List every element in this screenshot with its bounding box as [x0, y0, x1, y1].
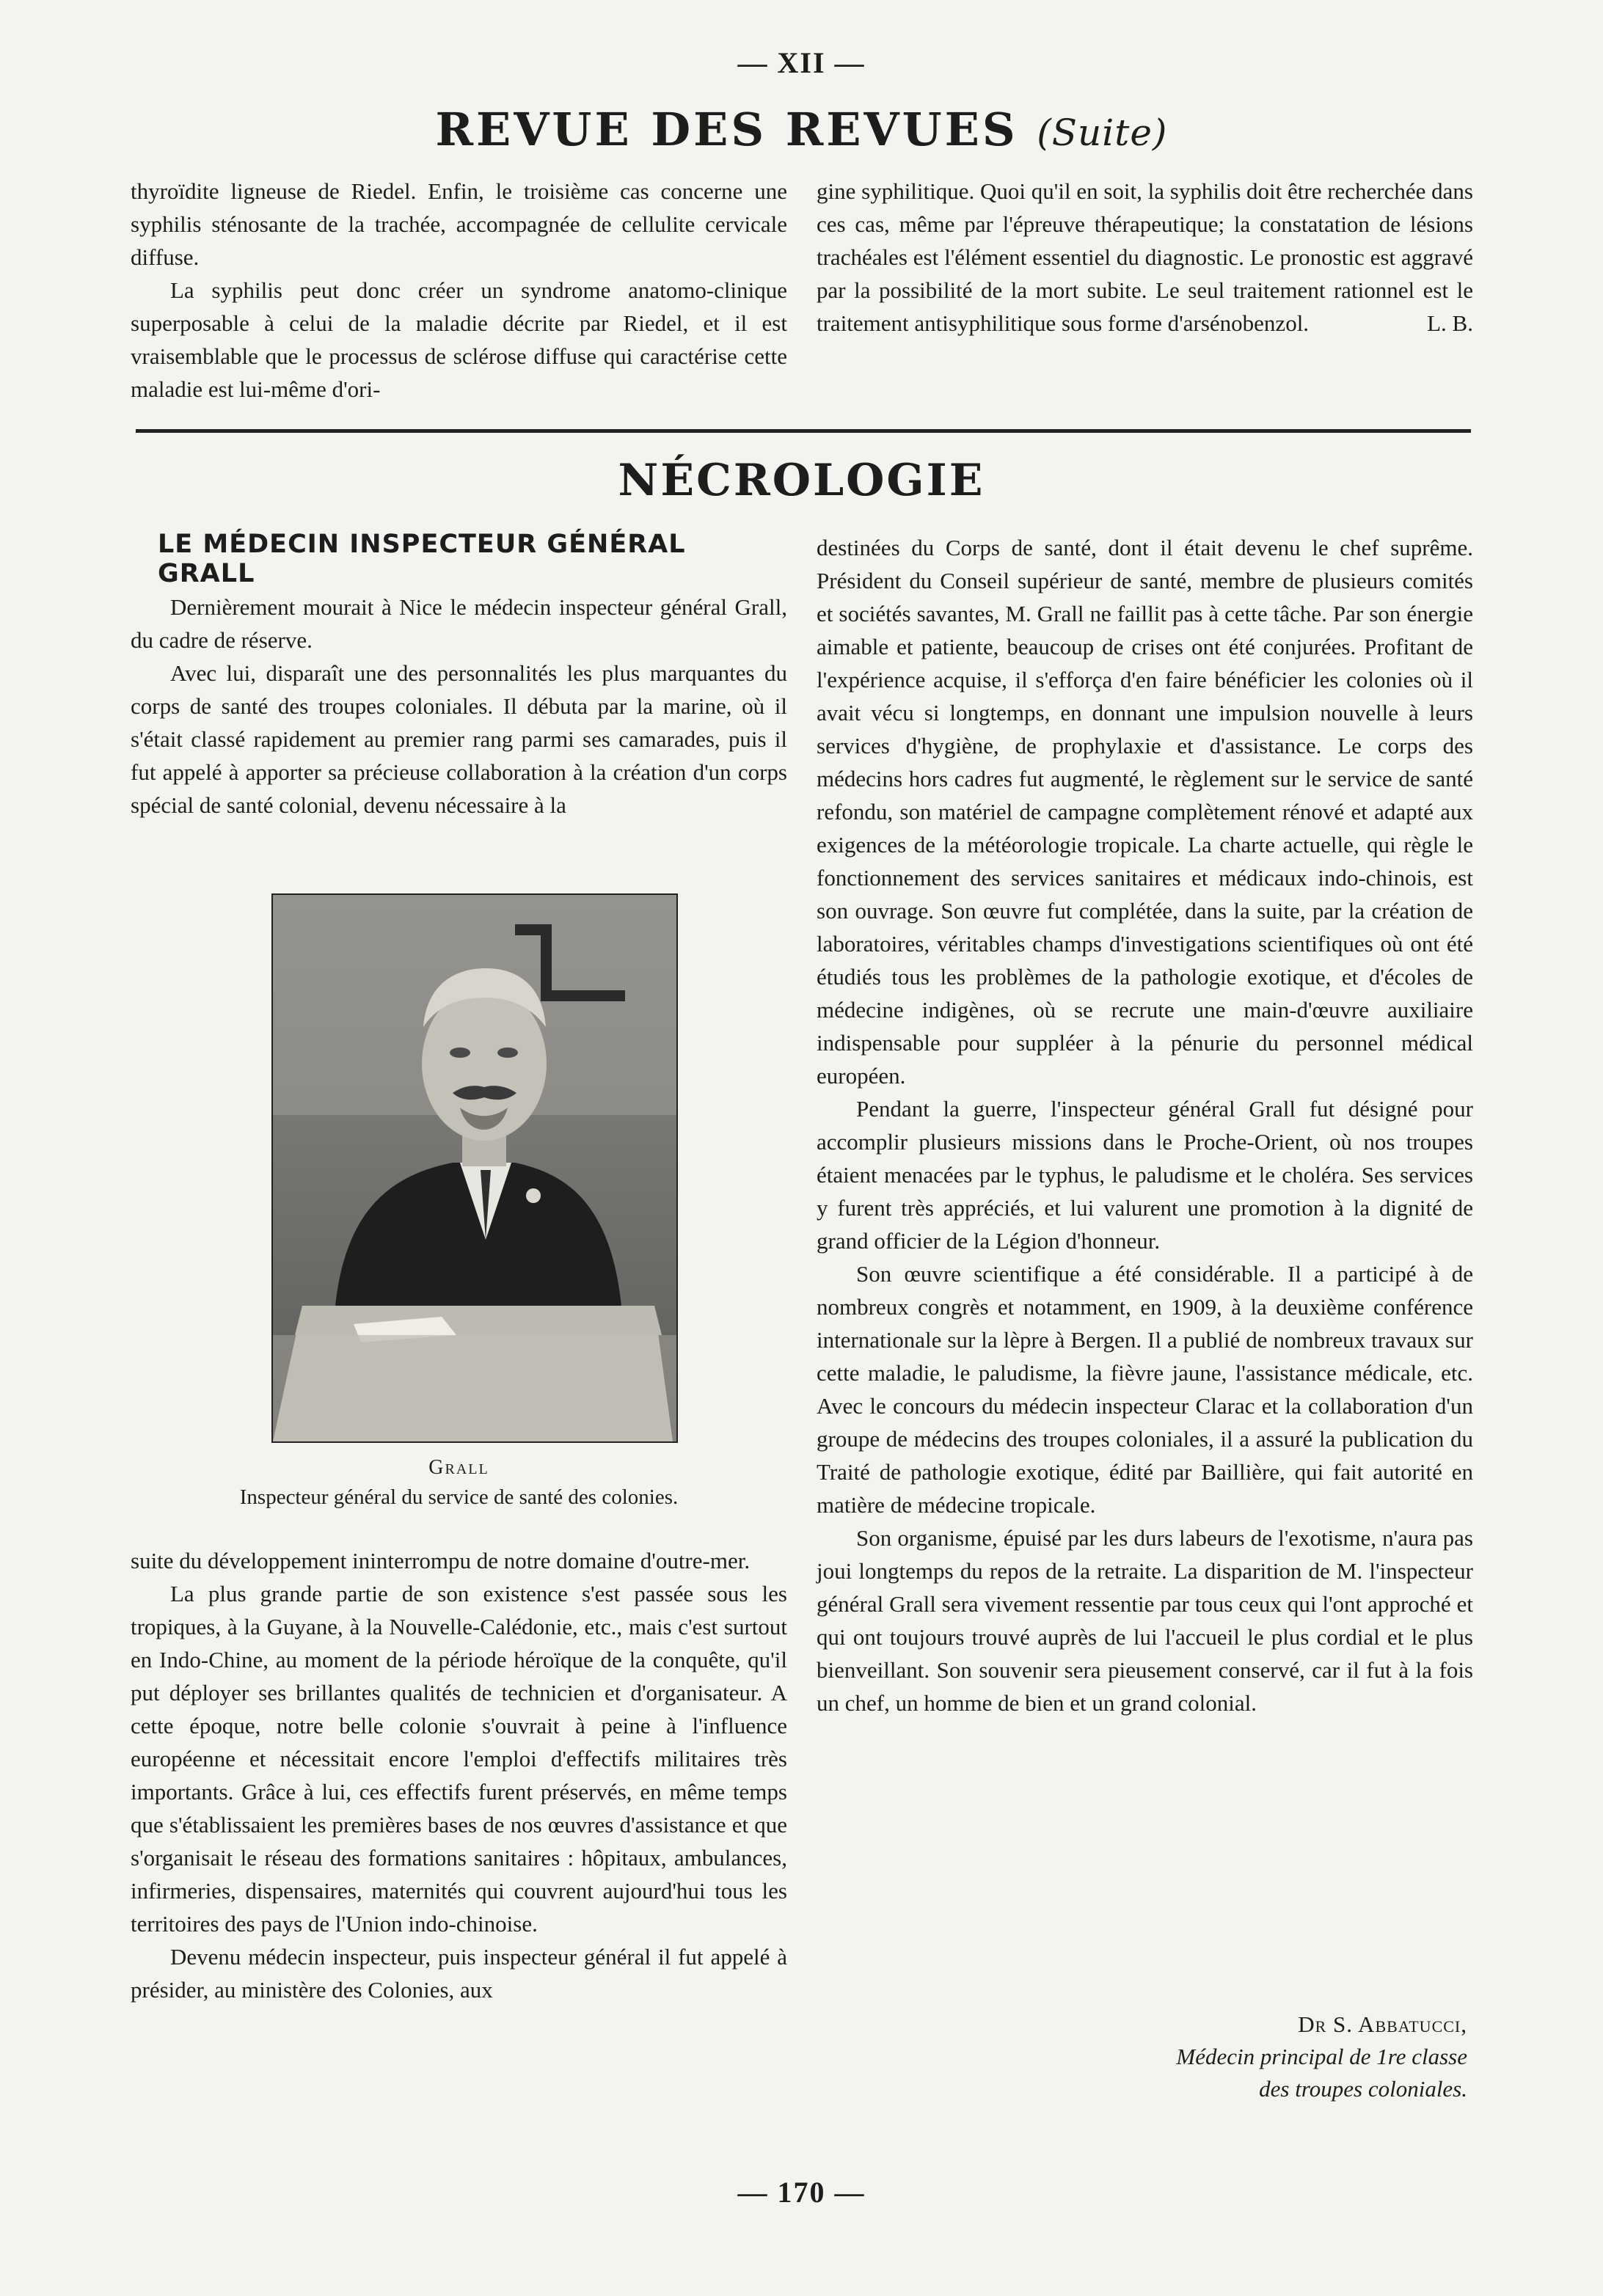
revue-paragraph — [817, 175, 1473, 340]
author-unit: des troupes coloniales. — [1259, 2076, 1467, 2102]
article-title: LE MÉDECIN INSPECTEUR GÉNÉRAL GRALL — [158, 530, 686, 588]
article-paragraph: destinées du Corps de santé, dont il était devenu le chef suprême. Président du Conseil supérieur de santé, membre de plusieurs comités et sociétés savantes, M. Grall ne faillit pas à cette tâche. Par son énergie aimable et patiente, beaucoup de crises ont été conjurées. Profitant de l'expérience acquise, il s'efforça d'en faire bénéficier les colonies où il avait vécu si longtemps, en donnant une impulsion nouvelle à leurs services d'hygiène, de prophylaxie et d'assistance. Le corps des médecins hors cadres fut augmenté, le règlement sur le service de santé refondu, son matériel de campagne complètement rénové et adapté aux exigences de la météorologie tropicale. La charte actuelle, qui règle le fonctionnement des services sanitaires et médicaux indo-chinois, est son ouvrage. Son œuvre fut complétée, dans la suite, par la création de laboratoires, véritables champs d'investigations scientifiques où ont été étudiés tous les problèmes de la pathologie exotique, et d'écoles de médecine indigènes, où se recrute une main-d'œuvre auxiliaire indispensable pour suppléer à la pénurie du personnel médical européen. — [817, 535, 1473, 1089]
article-paragraph: La plus grande partie de son existence s'est passée sous les tropiques, à la Guyane, à la Nouvelle-Calédonie, etc., mais c'est surtout en Indo-Chine, au moment de la période héroïque de la conquête, qu'il put déployer ses brillantes qualités de technicien et d'organisateur. A cette époque, notre belle colonie s'ouvrait à peine à l'influence européenne et nécessitait encore l'emploi d'effectifs militaires très importants. Grâce à lui, ces effectifs furent préservés, en même temps que s'établissaient les premières bases de nos œuvres d'assistance et que s'organisait le réseau des formations sanitaires : hôpitaux, ambulances, infirmeries, dispensaires, maternités qui couvrent aujourd'hui tous les territoires des pays de l'Union indo-chinoise. — [131, 1581, 787, 1937]
page-number: — 170 — — [737, 2176, 866, 2209]
revue-paragraph: La syphilis peut donc créer un syndrome anatomo-clinique superposable à celui de la maladie décrite par Riedel, et il est vraisemblable que le processus de sclérose diffuse qui caractérise cette maladie est lui-même d'ori- — [131, 277, 787, 402]
article-paragraph: Pendant la guerre, l'inspecteur général Grall fut désigné pour accomplir plusieurs missions dans le Proche-Orient, où nos troupes étaient menacées par le typhus, le paludisme et le choléra. Ses services y furent très appréciés, et lui valurent une promotion à la dignité de grand officier de la Légion d'honneur. — [817, 1096, 1473, 1254]
article-left-bottom-column — [131, 1544, 787, 2006]
revue-paragraph-text: gine syphilitique. Quoi qu'il en soit, la syphilis doit être recherchée dans ces cas, même par l'épreuve thérapeutique; la constatation de lésions trachéales est l'élément essentiel du diagnostic. Le pronostic est aggravé par la possibilité de la mort subite. Le seul traitement rationnel est le traitement antisyphilitique sous forme d'arsénobenzol. — [817, 178, 1473, 336]
article-paragraph: suite du développement ininterrompu de notre domaine d'outre-mer. — [131, 1548, 751, 1573]
section-title — [0, 103, 1603, 156]
section-divider — [136, 429, 1471, 433]
author-title: Médecin principal de 1re classe — [1176, 2044, 1467, 2069]
article-paragraph: Devenu médecin inspecteur, puis inspecteur général il fut appelé à présider, au ministère des Colonies, aux — [131, 1944, 787, 2003]
article-paragraph: Son organisme, épuisé par les durs labeurs de l'exotisme, n'aura pas joui longtemps du repos de la retraite. La disparition de M. l'inspecteur général Grall sera vivement ressentie par tous ceux qui l'ont approché et qui ont toujours trouvé auprès de lui l'accueil le plus cordial et le plus bienveillant. Son souvenir sera pieusement conservé, car il fut à la fois un chef, un homme de bien et un grand colonial. — [817, 1525, 1473, 1716]
article-right-column — [817, 531, 1473, 1719]
section-title-suffix: (Suite) — [1037, 111, 1168, 154]
revue-left-column — [131, 175, 787, 406]
photo-caption-text: Inspecteur général du service de santé des colonies. — [239, 1485, 679, 1509]
author-name: Dr S. Abbatucci, — [1298, 2011, 1467, 2037]
section-title-text: REVUE DES REVUES — [435, 103, 1018, 156]
necrologie-heading: NÉCROLOGIE — [618, 455, 985, 506]
article-paragraph: Dernièrement mourait à Nice le médecin inspecteur général Grall, du cadre de réserve. — [131, 594, 787, 653]
author-signature — [1071, 2008, 1467, 2105]
photo-caption-name: Grall — [428, 1456, 489, 1479]
revue-right-column — [817, 175, 1473, 340]
revue-signature: L. B. — [1427, 310, 1473, 336]
revue-paragraph: thyroïdite ligneuse de Riedel. Enfin, le troisième cas concerne une syphilis sténosante de la trachée, accompagnée de cellulite cervicale diffuse. — [131, 178, 787, 270]
portrait-illustration — [273, 895, 676, 1441]
article-paragraph: Avec lui, disparaît une des personnalités les plus marquantes du corps de santé des troupes coloniales. Il débuta par la marine, où il s'était classé rapidement au premier rang parmi ses camarades, puis il fut appelé à apporter sa précieuse collaboration à la création d'un corps spécial de santé colonial, devenu nécessaire à la — [131, 660, 787, 818]
article-left-top-column — [131, 591, 787, 822]
article-paragraph: Son œuvre scientifique a été considérable. Il a participé à de nombreux congrès et notamment, en 1909, à la deuxième conférence internationale sur la lèpre à Bergen. Il a publié de nombreux travaux sur cette maladie, le paludisme, la fièvre jaune, l'assistance médicale, etc. Avec le concours du médecin inspecteur Clarac et la collaboration d'un groupe de médecins des troupes coloniales, il a assuré la publication du Traité de pathologie exotique, édité par Baillière, qui fait autorité en matière de médecine tropicale. — [817, 1261, 1473, 1518]
portrait-photo — [271, 893, 678, 1443]
page-number-roman: — XII — — [737, 46, 866, 79]
